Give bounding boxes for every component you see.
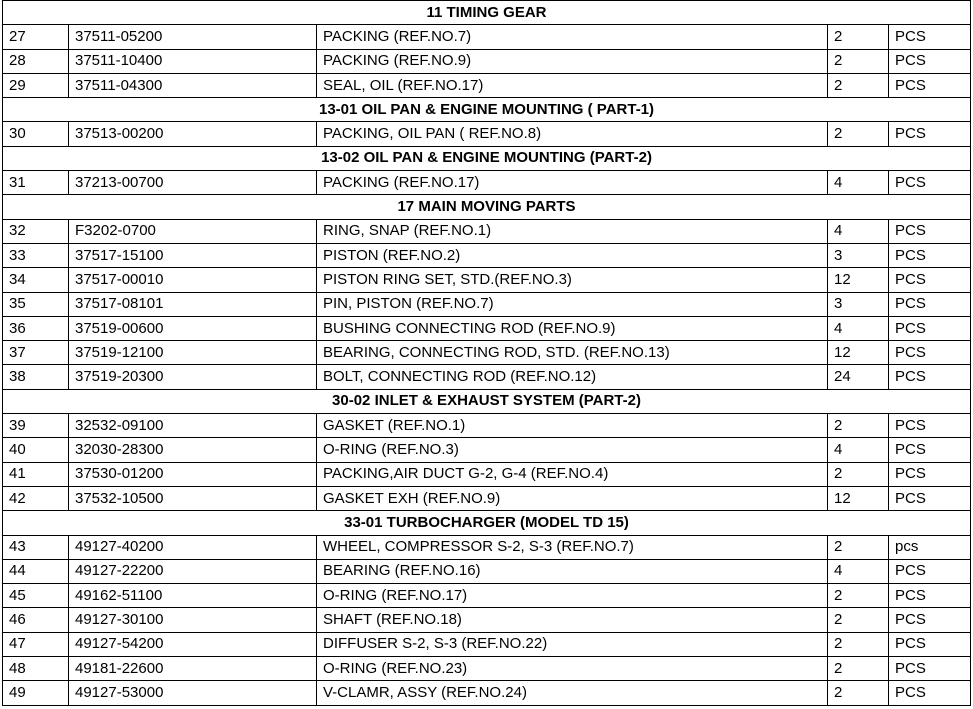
description-cell: DIFFUSER S-2, S-3 (REF.NO.22) [317, 632, 828, 656]
table-row [3, 73, 971, 97]
unit-cell: PCS [889, 584, 971, 608]
table-row [3, 414, 971, 438]
part-number-cell: 37519-12100 [69, 341, 317, 365]
part-number-cell: 49127-54200 [69, 632, 317, 656]
section-title: 11 TIMING GEAR [3, 1, 971, 25]
unit-cell: PCS [889, 243, 971, 267]
item-number-cell: 39 [3, 414, 69, 438]
section-title: 33-01 TURBOCHARGER (MODEL TD 15) [3, 511, 971, 535]
description-cell: O-RING (REF.NO.17) [317, 584, 828, 608]
item-number-cell: 37 [3, 341, 69, 365]
unit-cell: PCS [889, 219, 971, 243]
quantity-cell: 2 [828, 632, 889, 656]
unit-cell: PCS [889, 438, 971, 462]
item-number-cell: 36 [3, 316, 69, 340]
table-row [3, 681, 971, 705]
part-number-cell: 49127-40200 [69, 535, 317, 559]
item-number-cell: 48 [3, 657, 69, 681]
part-number-cell: 37517-15100 [69, 243, 317, 267]
description-cell: GASKET EXH (REF.NO.9) [317, 486, 828, 510]
unit-cell: PCS [889, 365, 971, 389]
quantity-cell: 2 [828, 49, 889, 73]
description-cell: PACKING (REF.NO.9) [317, 49, 828, 73]
description-cell: V-CLAMR, ASSY (REF.NO.24) [317, 681, 828, 705]
part-number-cell: 37530-01200 [69, 462, 317, 486]
table-row [3, 171, 971, 195]
description-cell: PACKING (REF.NO.17) [317, 171, 828, 195]
quantity-cell: 2 [828, 608, 889, 632]
item-number-cell: 28 [3, 49, 69, 73]
quantity-cell: 3 [828, 243, 889, 267]
part-number-cell: 49127-22200 [69, 559, 317, 583]
section-title: 17 MAIN MOVING PARTS [3, 195, 971, 219]
table-row [3, 316, 971, 340]
description-cell: PACKING,AIR DUCT G-2, G-4 (REF.NO.4) [317, 462, 828, 486]
item-number-cell: 49 [3, 681, 69, 705]
part-number-cell: 37517-00010 [69, 268, 317, 292]
quantity-cell: 4 [828, 316, 889, 340]
parts-table-body [3, 1, 971, 706]
unit-cell: PCS [889, 25, 971, 49]
unit-cell: PCS [889, 462, 971, 486]
part-number-cell: 32532-09100 [69, 414, 317, 438]
item-number-cell: 27 [3, 25, 69, 49]
part-number-cell: 32030-28300 [69, 438, 317, 462]
table-row [3, 365, 971, 389]
table-row [3, 341, 971, 365]
unit-cell: PCS [889, 49, 971, 73]
table-row [3, 292, 971, 316]
description-cell: O-RING (REF.NO.3) [317, 438, 828, 462]
table-row [3, 268, 971, 292]
item-number-cell: 44 [3, 559, 69, 583]
quantity-cell: 4 [828, 219, 889, 243]
item-number-cell: 35 [3, 292, 69, 316]
unit-cell: PCS [889, 414, 971, 438]
description-cell: PACKING (REF.NO.7) [317, 25, 828, 49]
unit-cell: PCS [889, 559, 971, 583]
unit-cell: PCS [889, 681, 971, 705]
section-header-row [3, 511, 971, 535]
quantity-cell: 12 [828, 486, 889, 510]
part-number-cell: 49127-30100 [69, 608, 317, 632]
unit-cell: PCS [889, 171, 971, 195]
quantity-cell: 2 [828, 584, 889, 608]
item-number-cell: 31 [3, 171, 69, 195]
table-row [3, 632, 971, 656]
item-number-cell: 46 [3, 608, 69, 632]
item-number-cell: 47 [3, 632, 69, 656]
description-cell: SEAL, OIL (REF.NO.17) [317, 73, 828, 97]
description-cell: BEARING, CONNECTING ROD, STD. (REF.NO.13) [317, 341, 828, 365]
table-row [3, 25, 971, 49]
part-number-cell: 37519-20300 [69, 365, 317, 389]
quantity-cell: 2 [828, 73, 889, 97]
unit-cell: pcs [889, 535, 971, 559]
part-number-cell: F3202-0700 [69, 219, 317, 243]
quantity-cell: 12 [828, 341, 889, 365]
table-row [3, 122, 971, 146]
description-cell: RING, SNAP (REF.NO.1) [317, 219, 828, 243]
part-number-cell: 37511-05200 [69, 25, 317, 49]
table-row [3, 243, 971, 267]
table-row [3, 657, 971, 681]
unit-cell: PCS [889, 122, 971, 146]
description-cell: WHEEL, COMPRESSOR S-2, S-3 (REF.NO.7) [317, 535, 828, 559]
part-number-cell: 37513-00200 [69, 122, 317, 146]
section-header-row [3, 1, 971, 25]
table-row [3, 462, 971, 486]
item-number-cell: 42 [3, 486, 69, 510]
description-cell: GASKET (REF.NO.1) [317, 414, 828, 438]
unit-cell: PCS [889, 632, 971, 656]
quantity-cell: 4 [828, 559, 889, 583]
description-cell: BEARING (REF.NO.16) [317, 559, 828, 583]
description-cell: PISTON RING SET, STD.(REF.NO.3) [317, 268, 828, 292]
unit-cell: PCS [889, 608, 971, 632]
section-title: 30-02 INLET & EXHAUST SYSTEM (PART-2) [3, 389, 971, 413]
item-number-cell: 29 [3, 73, 69, 97]
part-number-cell: 49181-22600 [69, 657, 317, 681]
item-number-cell: 32 [3, 219, 69, 243]
part-number-cell: 37511-10400 [69, 49, 317, 73]
quantity-cell: 4 [828, 438, 889, 462]
unit-cell: PCS [889, 316, 971, 340]
unit-cell: PCS [889, 486, 971, 510]
table-row [3, 49, 971, 73]
quantity-cell: 12 [828, 268, 889, 292]
quantity-cell: 4 [828, 171, 889, 195]
description-cell: PACKING, OIL PAN ( REF.NO.8) [317, 122, 828, 146]
quantity-cell: 2 [828, 25, 889, 49]
quantity-cell: 2 [828, 681, 889, 705]
table-row [3, 608, 971, 632]
table-row [3, 219, 971, 243]
unit-cell: PCS [889, 268, 971, 292]
unit-cell: PCS [889, 341, 971, 365]
part-number-cell: 37532-10500 [69, 486, 317, 510]
quantity-cell: 24 [828, 365, 889, 389]
section-header-row [3, 195, 971, 219]
quantity-cell: 2 [828, 535, 889, 559]
unit-cell: PCS [889, 657, 971, 681]
item-number-cell: 38 [3, 365, 69, 389]
description-cell: O-RING (REF.NO.23) [317, 657, 828, 681]
part-number-cell: 37517-08101 [69, 292, 317, 316]
item-number-cell: 41 [3, 462, 69, 486]
item-number-cell: 30 [3, 122, 69, 146]
part-number-cell: 37213-00700 [69, 171, 317, 195]
part-number-cell: 37519-00600 [69, 316, 317, 340]
item-number-cell: 40 [3, 438, 69, 462]
table-row [3, 438, 971, 462]
part-number-cell: 37511-04300 [69, 73, 317, 97]
item-number-cell: 45 [3, 584, 69, 608]
parts-table [2, 0, 971, 706]
item-number-cell: 33 [3, 243, 69, 267]
table-row [3, 535, 971, 559]
quantity-cell: 2 [828, 122, 889, 146]
unit-cell: PCS [889, 73, 971, 97]
section-title: 13-02 OIL PAN & ENGINE MOUNTING (PART-2) [3, 146, 971, 170]
table-row [3, 559, 971, 583]
unit-cell: PCS [889, 292, 971, 316]
quantity-cell: 2 [828, 657, 889, 681]
quantity-cell: 2 [828, 414, 889, 438]
section-header-row [3, 389, 971, 413]
description-cell: BOLT, CONNECTING ROD (REF.NO.12) [317, 365, 828, 389]
description-cell: PIN, PISTON (REF.NO.7) [317, 292, 828, 316]
part-number-cell: 49162-51100 [69, 584, 317, 608]
table-row [3, 486, 971, 510]
section-header-row [3, 98, 971, 122]
description-cell: SHAFT (REF.NO.18) [317, 608, 828, 632]
item-number-cell: 34 [3, 268, 69, 292]
description-cell: PISTON (REF.NO.2) [317, 243, 828, 267]
description-cell: BUSHING CONNECTING ROD (REF.NO.9) [317, 316, 828, 340]
item-number-cell: 43 [3, 535, 69, 559]
part-number-cell: 49127-53000 [69, 681, 317, 705]
section-title: 13-01 OIL PAN & ENGINE MOUNTING ( PART-1) [3, 98, 971, 122]
quantity-cell: 3 [828, 292, 889, 316]
table-row [3, 584, 971, 608]
quantity-cell: 2 [828, 462, 889, 486]
section-header-row [3, 146, 971, 170]
